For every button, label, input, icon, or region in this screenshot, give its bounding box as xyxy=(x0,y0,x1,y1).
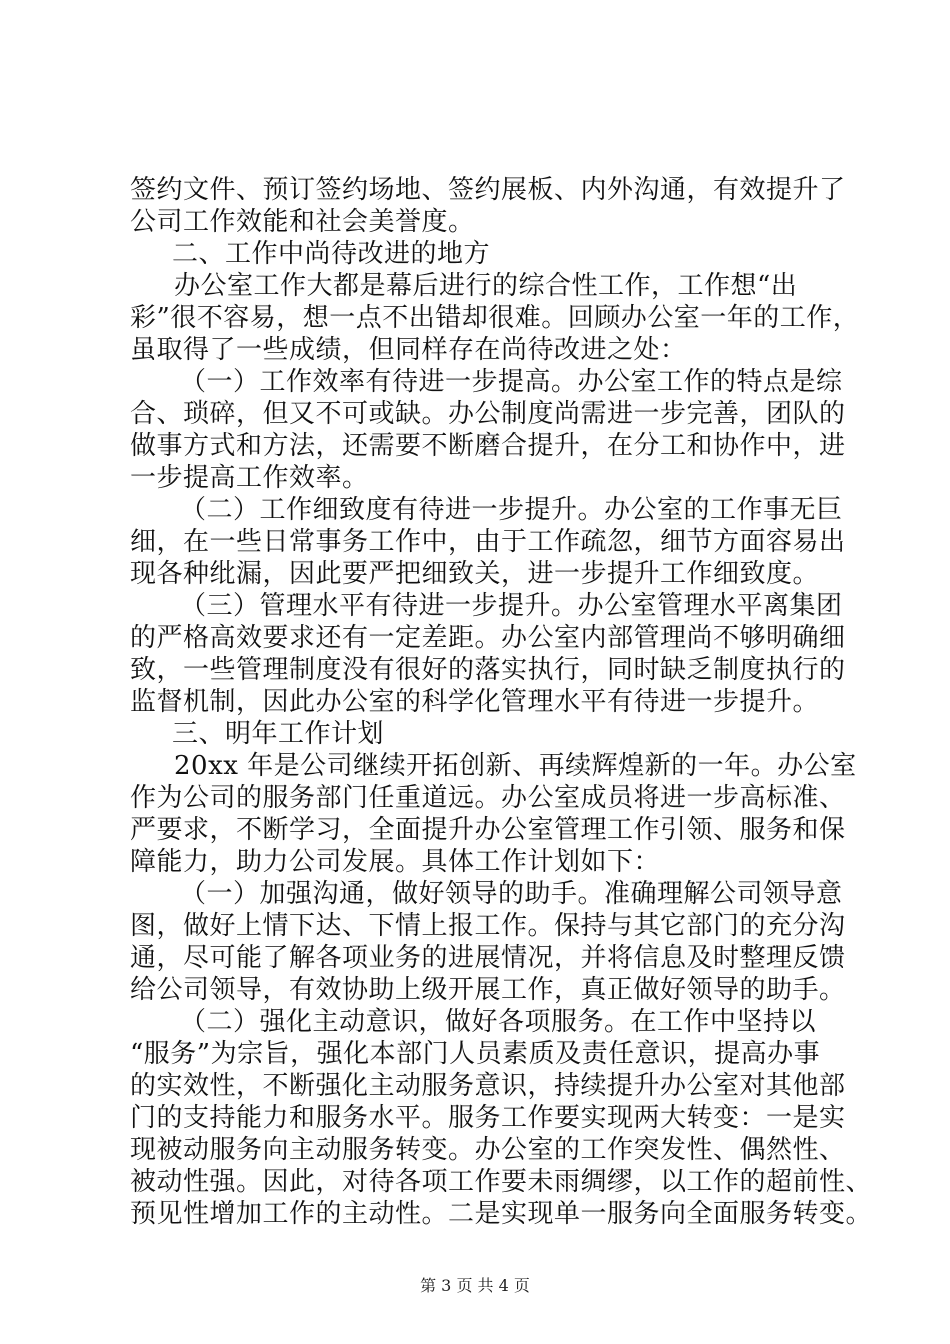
document-body xyxy=(130,174,873,1230)
page-number-label: 第 3 页 共 4 页 xyxy=(420,1276,530,1295)
text-line: 作为公司的服务部门任重道远。办公室成员将进一步高标准、 xyxy=(130,783,846,813)
text-line: 致，一些管理制度没有很好的落实执行，同时缺乏制度执行的 xyxy=(130,655,846,685)
page-footer xyxy=(0,1276,950,1296)
text-line: 彩”很不容易，想一点不出错却很难。回顾办公室一年的工作， xyxy=(130,303,860,333)
text-line: （三）管理水平有待进一步提升。办公室管理水平离集团 xyxy=(180,591,843,621)
text-line: 监督机制，因此办公室的科学化管理水平有待进一步提升。 xyxy=(130,687,820,717)
text-line: （二）工作细致度有待进一步提升。办公室的工作事无巨 xyxy=(180,495,843,525)
text-line: 给公司领导，有效协助上级开展工作，真正做好领导的助手。 xyxy=(130,975,846,1005)
text-line: 合、琐碎，但又不可或缺。办公制度尚需进一步完善，团队的 xyxy=(130,399,846,429)
text-line: （一）加强沟通，做好领导的助手。准确理解公司领导意 xyxy=(180,879,843,909)
text-line: 的严格高效要求还有一定差距。办公室内部管理尚不够明确细 xyxy=(130,623,846,653)
text-line: 办公室工作大都是幕后进行的综合性工作，工作想“出 xyxy=(174,271,798,301)
text-line: 的实效性，不断强化主动服务意识，持续提升办公室对其他部 xyxy=(130,1071,846,1101)
text-line: 虽取得了一些成绩，但同样存在尚待改进之处： xyxy=(130,335,687,365)
text-line: 严要求，不断学习，全面提升办公室管理工作引领、服务和保 xyxy=(130,815,846,845)
text-line: （二）强化主动意识，做好各项服务。在工作中坚持以 xyxy=(180,1007,817,1037)
text-line: 障能力，助力公司发展。具体工作计划如下： xyxy=(130,847,661,877)
text-line: 现各种纰漏，因此要严把细致关，进一步提升工作细致度。 xyxy=(130,559,820,589)
text-line: 现被动服务向主动服务转变。办公室的工作突发性、偶然性、 xyxy=(130,1135,846,1165)
text-line: 签约文件、预订签约场地、签约展板、内外沟通，有效提升了 xyxy=(130,175,846,205)
text-line: 通，尽可能了解各项业务的进展情况，并将信息及时整理反馈 xyxy=(130,943,846,973)
text-line: 被动性强。因此，对待各项工作要未雨绸缪，以工作的超前性、 xyxy=(130,1167,873,1197)
text-line: 一步提高工作效率。 xyxy=(130,463,369,493)
text-line: 图，做好上情下达、下情上报工作。保持与其它部门的充分沟 xyxy=(130,911,846,941)
text-line: “服务”为宗旨，强化本部门人员素质及责任意识，提高办事 xyxy=(130,1039,821,1069)
text-line: 公司工作效能和社会美誉度。 xyxy=(130,207,475,237)
text-line: 做事方式和方法，还需要不断磨合提升，在分工和协作中，进 xyxy=(130,431,846,461)
section-heading: 二、工作中尚待改进的地方 xyxy=(172,239,491,269)
text-line: 门的支持能力和服务水平。服务工作要实现两大转变：一是实 xyxy=(130,1103,846,1133)
text-line: （一）工作效率有待进一步提高。办公室工作的特点是综 xyxy=(180,367,843,397)
text-line: 20xx 年是公司继续开拓创新、再续辉煌新的一年。办公室 xyxy=(174,751,857,781)
text-line: 预见性增加工作的主动性。二是实现单一服务向全面服务转变。 xyxy=(130,1199,873,1229)
section-heading: 三、明年工作计划 xyxy=(172,719,385,749)
text-line: 细，在一些日常事务工作中，由于工作疏忽，细节方面容易出 xyxy=(130,527,846,557)
